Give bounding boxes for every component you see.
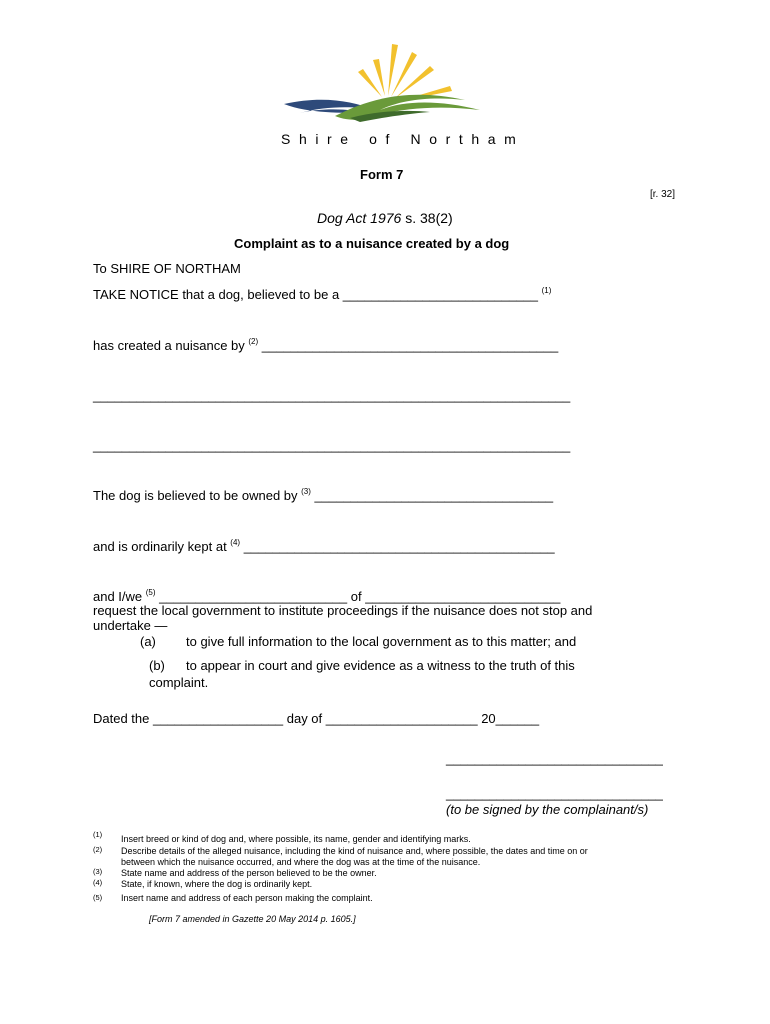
footnote-ref-1: (1) (541, 286, 552, 295)
footnote-4: State, if known, where the dog is ordinarily kept. (121, 879, 313, 889)
kept-text: and is ordinarily kept at (93, 539, 231, 554)
item-a-text: to give full information to the local government as to this matter; and (186, 634, 577, 649)
item-a-label: (a) (140, 634, 156, 649)
signature-line-1[interactable]: ______________________________ (446, 751, 663, 766)
owner-line (93, 487, 553, 503)
signature-line-2[interactable]: ______________________________ (446, 786, 663, 801)
shire-of-northam-logo (280, 38, 490, 128)
item-b-text: to appear in court and give evidence as a witness to the truth of this (186, 658, 575, 673)
item-b-text-continued: complaint. (149, 675, 209, 690)
complainant-text: and I/we (93, 589, 146, 604)
nuisance-blank-line-2[interactable]: __________________________________________________________________ (93, 438, 571, 453)
complainant-line (93, 588, 560, 604)
act-name: Dog Act 1976 (317, 210, 402, 226)
act-section: s. 38(2) (401, 210, 453, 226)
footnote-ref-3: (3) (301, 487, 311, 496)
footnote-number-1: (1) (93, 830, 103, 839)
shire-logo-text: Shire of Northam (281, 131, 525, 147)
footnote-ref-4: (4) (230, 538, 241, 547)
wave-green-icon (335, 95, 480, 120)
request-text: request the local government to institute proceedings if the nuisance does not stop and (93, 603, 593, 618)
amendment-note: [Form 7 amended in Gazette 20 May 2014 p. 1605.] (149, 914, 356, 924)
footnote-2: Describe details of the alleged nuisance, including the kind of nuisance and, where possible, the dates and time on or (121, 846, 588, 856)
footnote-ref-2: (2) (248, 337, 259, 346)
notice-line (93, 286, 551, 302)
sun-rays-icon (358, 44, 452, 102)
kept-blank[interactable]: ___________________________________________ (240, 539, 555, 554)
footnote-number-2: (2) (93, 845, 103, 854)
nuisance-blank[interactable]: _________________________________________ (258, 338, 559, 353)
nuisance-blank-line-1[interactable]: __________________________________________________________________ (93, 388, 571, 403)
complainant-blank[interactable]: __________________________ of ___________________________ (155, 589, 561, 604)
footnote-number-5: (5) (93, 893, 103, 902)
footnote-2-continued: between which the nuisance occurred, and where the dog was at the time of the nuisance. (121, 857, 481, 867)
undertake-text: undertake — (93, 618, 168, 633)
footnote-1: Insert breed or kind of dog and, where possible, its name, gender and identifying marks. (121, 834, 471, 844)
act-reference (317, 210, 453, 226)
notice-text: TAKE NOTICE that a dog, believed to be a ___________________________ (93, 287, 542, 302)
footnote-ref-5: (5) (145, 588, 156, 597)
dated-line[interactable]: Dated the __________________ day of _____________________ 20______ (93, 711, 540, 726)
footnote-5: Insert name and address of each person making the complaint. (121, 893, 373, 903)
form-heading: Complaint as to a nuisance created by a dog (234, 236, 510, 251)
nuisance-line (93, 337, 558, 353)
kept-line (93, 538, 555, 554)
footnote-number-3: (3) (93, 867, 103, 876)
footnote-3: State name and address of the person believed to be the owner. (121, 868, 377, 878)
regulation-reference: [r. 32] (650, 189, 676, 200)
owner-blank[interactable]: _________________________________ (310, 488, 554, 503)
form-title: Form 7 (360, 167, 404, 182)
owner-text: The dog is believed to be owned by (93, 488, 302, 503)
item-b-label: (b) (149, 658, 165, 673)
signature-caption: (to be signed by the complainant/s) (446, 802, 649, 817)
nuisance-text: has created a nuisance by (93, 338, 249, 353)
footnote-number-4: (4) (93, 878, 103, 887)
addressee-line: To SHIRE OF NORTHAM (93, 261, 241, 276)
